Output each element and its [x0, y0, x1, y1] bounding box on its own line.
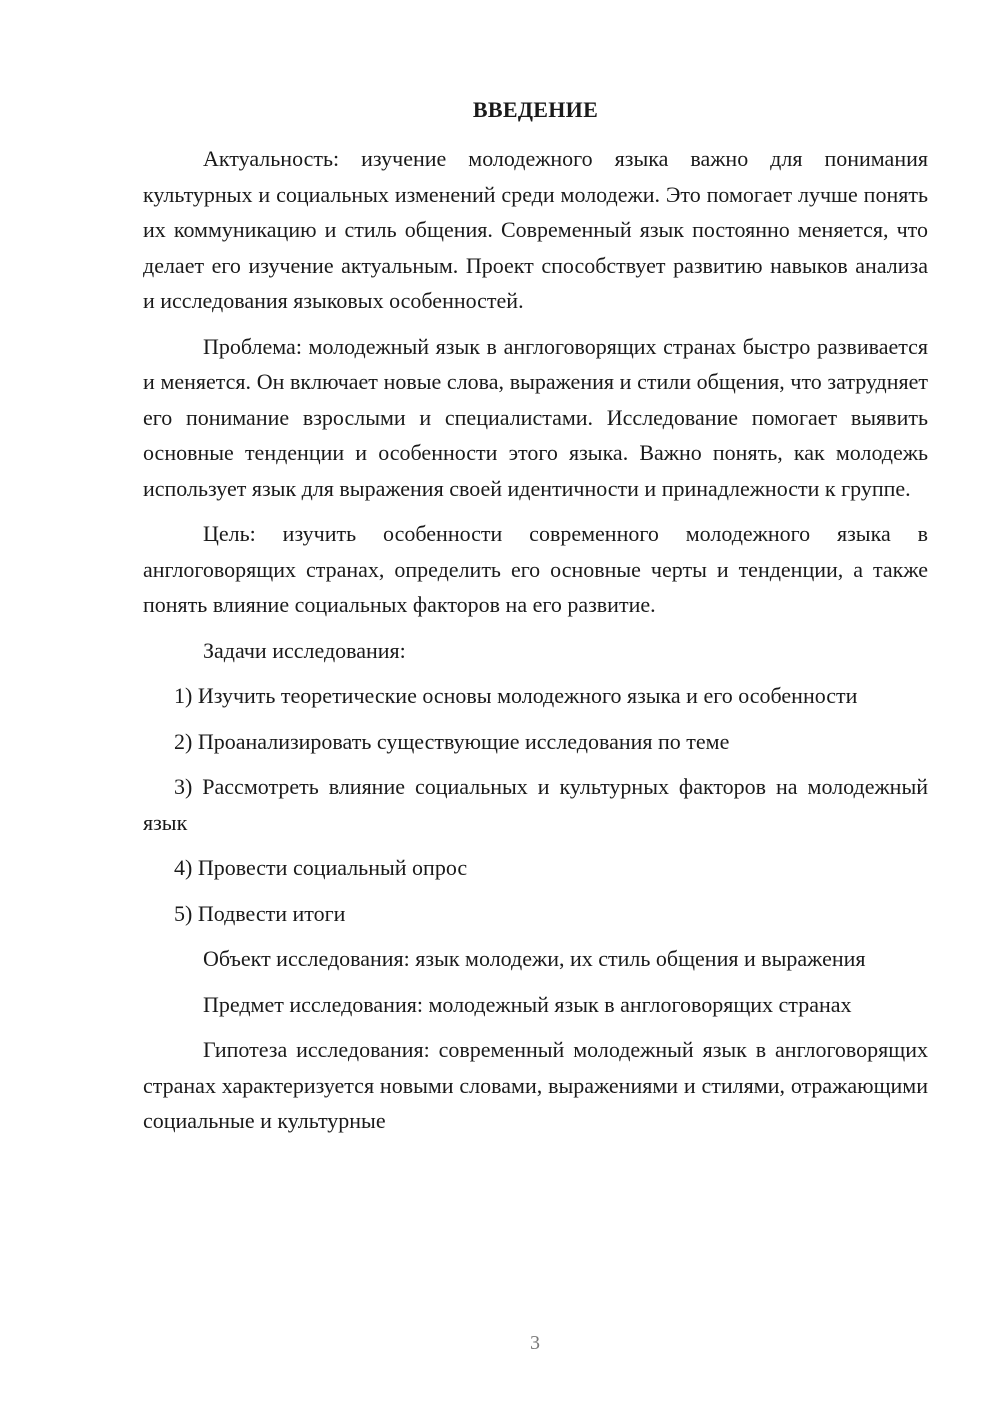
- page-number: 3: [530, 1332, 540, 1354]
- goal-paragraph: Цель: изучить особенности современного молодежного языка в англоговорящих странах, определить его основные черты и тенденции, а также понять влияние социальных факторов на его развитие.: [143, 521, 928, 617]
- problem-paragraph: Проблема: молодежный язык в англоговорящих странах быстро развивается и меняется. Он включает новые слова, выражения и стили общения, что затрудняет его понимание взрослыми и специалистами. Исследование помогает выявить основные тенденции и особенности этого языка. Важно понять, как молодежь использует язык для выражения своей идентичности и принадлежности к группе.: [143, 333, 928, 501]
- subject-paragraph: Предмет исследования: молодежный язык в англоговорящих странах: [203, 991, 852, 1017]
- task-item: 1) Изучить теоретические основы молодежного языка и его особенности: [174, 683, 858, 708]
- hypothesis-paragraph: Гипотеза исследования: современный молодежный язык в англоговорящих странах характеризуется новыми словами, выражениями и стилями, отражающими социальные и культурные: [143, 1037, 928, 1133]
- section-title: ВВЕДЕНИЕ: [472, 97, 599, 122]
- tasks-heading: Задачи исследования:: [203, 637, 406, 663]
- relevance-paragraph: Актуальность: изучение молодежного языка важно для понимания культурных и социальных изменений среди молодежи. Это помогает лучше понять их коммуникацию и стиль общения. Современный язык постоянно меняется, что делает его изучение актуальным. Проект способствует развитию навыков анализа и исследования языковых особенностей.: [143, 146, 928, 313]
- task-item: 5) Подвести итоги: [174, 900, 346, 926]
- object-paragraph: Объект исследования: язык молодежи, их стиль общения и выражения: [203, 946, 866, 971]
- task-item: 3) Рассмотреть влияние социальных и культурных факторов на молодежный язык: [143, 774, 928, 835]
- task-item: 4) Провести социальный опрос: [174, 855, 468, 880]
- task-item: 2) Проанализировать существующие исследования по теме: [174, 728, 730, 754]
- document-page: [143, 95, 928, 1149]
